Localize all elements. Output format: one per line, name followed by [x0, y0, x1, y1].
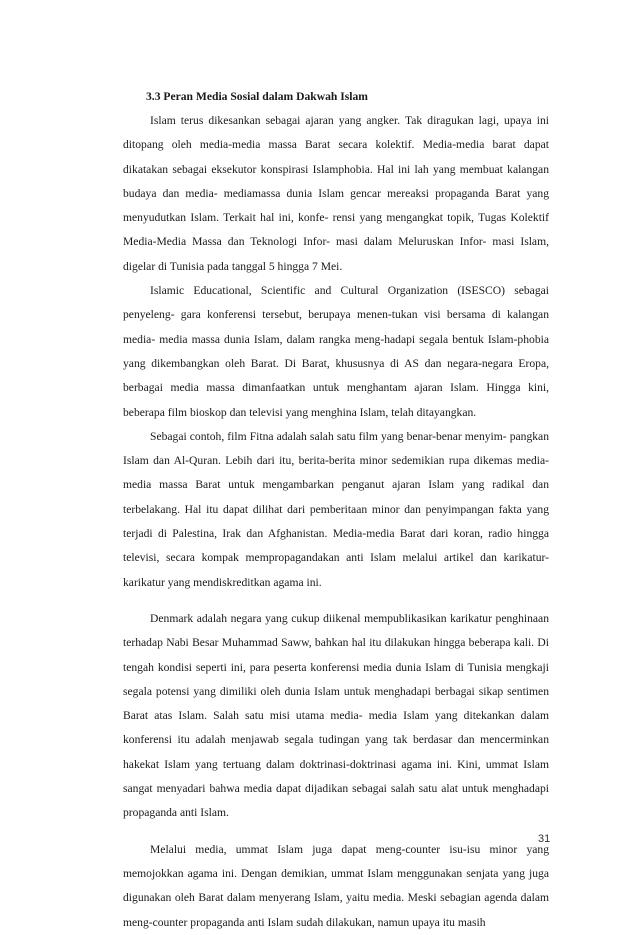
page-number: 31	[538, 833, 551, 845]
paragraph-3: Sebagai contoh, film Fitna adalah salah satu film yang benar-benar menyim- pangkan Islam dan Al-Quran. Lebih dari itu, berita-berita minor sedemikian rupa dikemas media-media massa Barat untuk mengambarkan penganut ajaran Islam yang radikal dan terbelakang. Hal itu dapat dilihat dari pemberitaan minor dan penyimpangan fakta yang terjadi di Palestina, Irak dan Afghanistan. Media-media Barat dari koran, radio hingga televisi, secara kompak mempropagandakan anti Islam melalui artikel dan karikatur- karikatur yang mendiskreditkan agama ini.	[123, 429, 549, 589]
paragraph-4: Denmark adalah negara yang cukup diikenal mempublikasikan karikatur penghinaan terhadap Nabi Besar Muhammad Saww, bahkan hal itu dilakukan hingga beberapa kali. Di tengah kondisi seperti ini, para peserta konferensi media dunia Islam di Tunisia mengkaji segala potensi yang dimiliki oleh dunia Islam untuk menghadapi berbagai sikap sentimen Barat atas Islam. Salah satu misi utama media- media Islam yang ditekankan dalam konferensi itu adalah menjawab segala tudingan yang tak berdasar dan mencerminkan hakekat Islam yang tertuang dalam doktrinasi-doktrinasi agama ini. Kini, ummat Islam sangat menyadari bahwa media dapat dijadikan sebagai salah satu alat untuk menghadapi propaganda anti Islam.	[123, 611, 549, 820]
section-heading: 3.3 Peran Media Sosial dalam Dakwah Islam	[146, 90, 368, 103]
paragraph-2: Islamic Educational, Scientific and Cultural Organization (ISESCO) sebagai penyeleng- gara konferensi tersebut, berupaya menen-tukan visi bersama di kalangan media- media massa dunia Islam, dalam rangka meng-hadapi segala bentuk Islam-phobia yang dikembangkan oleh Barat. Di Barat, khususnya di AS dan negara-negara Eropa, berbagai media massa dimanfaatkan untuk menghantam ajaran Islam. Hingga kini, beberapa film bioskop dan televisi yang menghina Islam, telah ditayangkan.	[123, 284, 549, 419]
page-content	[123, 85, 549, 935]
paragraph-1: Islam terus dikesankan sebagai ajaran yang angker. Tak diragukan lagi, upaya ini ditopang oleh media-media massa Barat secara kolektif. Media-media barat dapat dikatakan sebagai eksekutor konspirasi Islamphobia. Hal ini lah yang membuat kalangan budaya dan media- mediamassa dunia Islam gencar mereaksi propaganda Barat yang menyudutkan Islam. Terkait hal ini, konfe- rensi yang mengangkat topik, Tugas Kolektif Media-Media Massa dan Teknologi Infor- masi dalam Meluruskan Infor- masi Islam, digelar di Tunisia pada tanggal 5 hingga 7 Mei.	[123, 114, 549, 273]
paragraph-5: Melalui media, ummat Islam juga dapat meng-counter isu-isu minor yang memojokkan agama ini. Dengan demikian, ummat Islam menggunakan senjata yang juga digunakan oleh Barat dalam menyerang Islam, yaitu media. Meski sebagian agenda dalam meng-counter propaganda anti Islam sudah dilakukan, namun upaya itu masih	[123, 842, 549, 929]
